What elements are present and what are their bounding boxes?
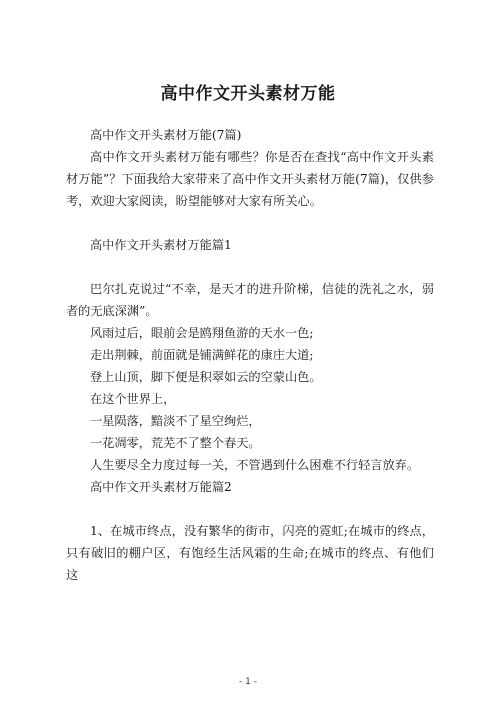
paragraph: 巴尔扎克说过“不幸，是天才的进升阶梯，信徒的洗礼之水，弱者的无底深渊”。 bbox=[66, 282, 434, 318]
blank-line bbox=[66, 212, 434, 234]
paragraph: 1、在城市终点，没有繁华的街市，闪亮的霓虹;在城市的终点，只有破旧的棚户区，有饱经生活风霜的生命;在城市的终点、有他们这 bbox=[66, 524, 434, 582]
section-heading-1: 高中作文开头素材万能篇1 bbox=[90, 238, 232, 252]
paragraph: 登上山顶，脚下便是积翠如云的空蒙山色。 bbox=[90, 370, 322, 384]
paragraph: 走出荆棘，前面就是铺满鲜花的康庄大道; bbox=[90, 348, 314, 362]
paragraph: 在这个世界上， bbox=[90, 392, 176, 406]
paragraph-subtitle: 高中作文开头素材万能(7篇) bbox=[90, 128, 242, 142]
paragraph: 风雨过后，眼前会是鸥翔鱼游的天水一色; bbox=[90, 326, 314, 340]
document-body bbox=[66, 124, 434, 586]
blank-line bbox=[66, 498, 434, 520]
blank-line bbox=[66, 256, 434, 278]
paragraph-intro: 高中作文开头素材万能有哪些？你是否在查找“高中作文开头素材万能”？下面我给大家带来了高中作文开头素材万能(7篇)，仅供参考，欢迎大家阅读，盼望能够对大家有所关心。 bbox=[66, 150, 434, 208]
document-title: 高中作文开头素材万能 bbox=[160, 84, 336, 104]
paragraph: 人生要尽全力度过每一关，不管遇到什么困难不行轻言放弃。 bbox=[90, 458, 420, 472]
paragraph: 一花凋零，荒芜不了整个春天。 bbox=[90, 436, 261, 450]
section-heading-2: 高中作文开头素材万能篇2 bbox=[90, 480, 232, 494]
page-number: - 1 - bbox=[239, 677, 257, 687]
paragraph: 一星陨落，黯淡不了星空绚烂， bbox=[90, 414, 261, 428]
